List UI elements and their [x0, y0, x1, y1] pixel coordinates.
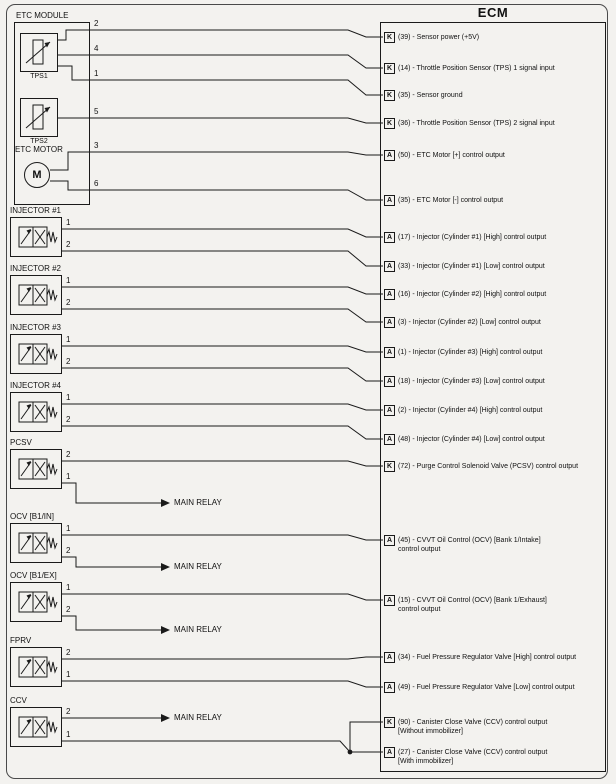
component-box [10, 523, 62, 563]
ecm-pin-row [384, 118, 603, 129]
pin-number-label: 2 [66, 546, 71, 555]
ecm-connector-box: A [384, 376, 395, 387]
ecm-pin-row [384, 32, 603, 43]
potentiometer-icon [21, 99, 57, 136]
pin-number-label: 1 [66, 393, 71, 402]
pin-number-label: 1 [66, 335, 71, 344]
ecm-connector-box: A [384, 261, 395, 272]
ecm-pin-label-line2: control output [398, 606, 441, 613]
arrow-right-icon [161, 563, 170, 571]
wire [62, 681, 383, 687]
component-box [10, 707, 62, 747]
wire [62, 657, 383, 659]
ecm-connector-box: A [384, 317, 395, 328]
pin-number-label: 1 [66, 472, 71, 481]
ecm-pin-label: (39) - Sensor power (+5V) [398, 34, 480, 41]
solenoid-valve-icon [11, 276, 61, 314]
main-relay-label: MAIN RELAY [174, 713, 222, 722]
component-label: INJECTOR #4 [10, 381, 61, 390]
pin-number-label: 2 [66, 415, 71, 424]
ecm-connector-box: A [384, 682, 395, 693]
ecm-pin-description [398, 652, 576, 662]
solenoid-valve-icon [11, 393, 61, 431]
ecm-pin-label: (14) - Throttle Position Sensor (TPS) 1 signal input [398, 65, 555, 72]
ecm-pin-label: (18) - Injector (Cylinder #3) [Low] control output [398, 378, 545, 385]
ecm-pin-label: (45) - CVVT Oil Control (OCV) [Bank 1/Intake] [398, 537, 541, 544]
wire [90, 55, 383, 68]
ecm-connector-box: A [384, 434, 395, 445]
component-label: PCSV [10, 438, 32, 447]
ecm-pin-label: (48) - Injector (Cylinder #4) [Low] control output [398, 436, 545, 443]
component-box [10, 647, 62, 687]
wire [62, 229, 383, 237]
ecm-pin-label-line2: [With immobilizer] [398, 758, 454, 765]
ecm-pin-description [398, 434, 545, 444]
etc-motor-symbol [24, 162, 50, 188]
ecm-pin-row [384, 595, 603, 614]
ecm-pin-row [384, 747, 603, 766]
ecm-pin-label: (1) - Injector (Cylinder #3) [High] control output [398, 349, 543, 356]
component-label: OCV [B1/EX] [10, 571, 57, 580]
ecm-pin-row [384, 261, 603, 272]
component-label: CCV [10, 696, 27, 705]
ecm-pin-description [398, 405, 542, 415]
ecm-connector-box: A [384, 232, 395, 243]
ecm-pin-label-line2: control output [398, 546, 441, 553]
solenoid-valve-icon [11, 335, 61, 373]
pin-number-label: 1 [66, 670, 71, 679]
wire [62, 616, 161, 630]
ecm-pin-label: (35) - ETC Motor [-] control output [398, 197, 504, 204]
ecm-pin-description [398, 32, 479, 42]
pin-number-label: 1 [66, 524, 71, 533]
ecm-box [380, 22, 606, 772]
ecm-pin-description [398, 63, 555, 73]
ecm-pin-description [398, 595, 547, 614]
wire [90, 190, 383, 200]
ecm-pin-label: (72) - Purge Control Solenoid Valve (PCSV) control output [398, 463, 579, 470]
pin-number-label: 1 [94, 69, 99, 78]
pin-number-label: 2 [66, 648, 71, 657]
pin-number-label: 2 [66, 357, 71, 366]
ecm-pin-description [398, 376, 545, 386]
ecm-pin-label: (33) - Injector (Cylinder #1) [Low] control output [398, 263, 545, 270]
ecm-pin-description [398, 232, 546, 242]
ecm-pin-row [384, 90, 603, 101]
tps1-label: TPS1 [30, 73, 48, 80]
wire [62, 404, 383, 410]
component-label: INJECTOR #1 [10, 206, 61, 215]
etc-module-label: ETC MODULE [16, 11, 69, 20]
ecm-pin-label: (27) - Canister Close Valve (CCV) control output [398, 749, 548, 756]
wire [62, 287, 383, 294]
pin-number-label: 1 [66, 276, 71, 285]
ecm-connector-box: K [384, 63, 395, 74]
ecm-pin-label: (50) - ETC Motor [+] control output [398, 152, 505, 159]
tps2-box [20, 98, 58, 137]
solenoid-valve-icon [11, 450, 61, 488]
wire [62, 594, 383, 600]
component-label: OCV [B1/IN] [10, 512, 55, 521]
solenoid-valve-icon [11, 524, 61, 562]
wire [62, 741, 383, 752]
component-label: INJECTOR #3 [10, 323, 61, 332]
main-relay-label: MAIN RELAY [174, 625, 222, 634]
wire [62, 535, 383, 540]
ecm-pin-row [384, 434, 603, 445]
ecm-pin-row [384, 376, 603, 387]
pin-number-label: 1 [66, 730, 71, 739]
ecm-pin-label: (15) - CVVT Oil Control (OCV) [Bank 1/Exhaust] [398, 597, 547, 604]
ecm-connector-box: K [384, 461, 395, 472]
pin-number-label: 2 [66, 450, 71, 459]
ecm-pin-row [384, 63, 603, 74]
wire [62, 346, 383, 352]
ecm-connector-box: K [384, 118, 395, 129]
ecm-pin-description [398, 461, 578, 471]
wire [350, 722, 383, 752]
ecm-pin-row [384, 405, 603, 416]
ecm-pin-description [398, 535, 541, 554]
main-relay-label: MAIN RELAY [174, 562, 222, 571]
wire [90, 80, 383, 95]
ecm-pin-label: (34) - Fuel Pressure Regulator Valve [High] control output [398, 654, 577, 661]
tps2-label: TPS2 [30, 138, 48, 145]
wire [62, 557, 161, 567]
ecm-title: ECM [477, 5, 509, 20]
ecm-connector-box: A [384, 150, 395, 161]
wire [62, 368, 383, 381]
solenoid-valve-icon [11, 708, 61, 746]
etc-motor-label: ETC MOTOR [15, 145, 63, 154]
ecm-pin-row [384, 232, 603, 243]
ecm-pin-description [398, 118, 555, 128]
ecm-connector-box: K [384, 32, 395, 43]
wire [90, 118, 383, 123]
ecm-pin-description [398, 150, 505, 160]
motor-letter: M [32, 169, 42, 181]
ecm-pin-row [384, 535, 603, 554]
ecm-connector-box: A [384, 652, 395, 663]
arrow-right-icon [161, 714, 170, 722]
pin-number-label: 5 [94, 107, 99, 116]
ecm-connector-box: A [384, 289, 395, 300]
solenoid-valve-icon [11, 583, 61, 621]
arrow-right-icon [161, 499, 170, 507]
ecm-pin-description [398, 90, 463, 100]
potentiometer-icon [21, 34, 57, 71]
component-box [10, 334, 62, 374]
ecm-pin-label: (49) - Fuel Pressure Regulator Valve [Low] control output [398, 684, 575, 691]
ecm-pin-description [398, 195, 503, 205]
ecm-pin-row [384, 195, 603, 206]
ecm-connector-box: K [384, 717, 395, 728]
pin-number-label: 2 [66, 707, 71, 716]
component-box [10, 449, 62, 489]
pin-number-label: 2 [66, 240, 71, 249]
ecm-pin-label: (90) - Canister Close Valve (CCV) control output [398, 719, 548, 726]
ecm-pin-description [398, 289, 546, 299]
ecm-pin-description [398, 717, 547, 736]
ecm-connector-box: A [384, 595, 395, 606]
ecm-pin-label-line2: [Without immobilizer] [398, 728, 463, 735]
arrow-right-icon [161, 626, 170, 634]
pin-number-label: 1 [66, 583, 71, 592]
ecm-pin-label: (3) - Injector (Cylinder #2) [Low] control output [398, 319, 541, 326]
ecm-pin-label: (36) - Throttle Position Sensor (TPS) 2 signal input [398, 120, 555, 127]
component-box [10, 275, 62, 315]
wire [62, 251, 383, 266]
wire [62, 426, 383, 439]
ecm-pin-row [384, 289, 603, 300]
pin-number-label: 2 [66, 605, 71, 614]
ecm-connector-box: A [384, 405, 395, 416]
component-label: FPRV [10, 636, 32, 645]
ecm-pin-row [384, 317, 603, 328]
solenoid-valve-icon [11, 648, 61, 686]
ecm-pin-row [384, 461, 603, 472]
pin-number-label: 6 [94, 179, 99, 188]
wire [62, 461, 383, 466]
ecm-pin-description [398, 261, 545, 271]
wire [90, 152, 383, 155]
pin-number-label: 3 [94, 141, 99, 150]
ecm-connector-box: A [384, 747, 395, 758]
wire [62, 483, 161, 503]
solenoid-valve-icon [11, 218, 61, 256]
pin-number-label: 2 [94, 19, 99, 28]
ecm-pin-label: (35) - Sensor ground [398, 92, 463, 99]
ecm-pin-label: (2) - Injector (Cylinder #4) [High] control output [398, 407, 543, 414]
component-box [10, 582, 62, 622]
ecm-connector-box: A [384, 195, 395, 206]
tps1-box [20, 33, 58, 72]
pin-number-label: 4 [94, 44, 99, 53]
ecm-connector-box: K [384, 90, 395, 101]
ecm-pin-row [384, 652, 603, 663]
ecm-pin-description [398, 317, 541, 327]
ecm-pin-row [384, 717, 603, 736]
ecm-pin-row [384, 150, 603, 161]
wire [62, 309, 383, 322]
ecm-pin-description [398, 747, 547, 766]
component-box [10, 217, 62, 257]
component-box [10, 392, 62, 432]
wire [90, 30, 383, 37]
ecm-pin-label: (16) - Injector (Cylinder #2) [High] control output [398, 291, 547, 298]
ecm-pin-row [384, 682, 603, 693]
wire-junction-dot [348, 750, 353, 755]
ecm-pin-row [384, 347, 603, 358]
pin-number-label: 1 [66, 218, 71, 227]
ecm-pin-label: (17) - Injector (Cylinder #1) [High] control output [398, 234, 547, 241]
main-relay-label: MAIN RELAY [174, 498, 222, 507]
ecm-pin-description [398, 682, 575, 692]
ecm-pin-description [398, 347, 542, 357]
ecm-connector-box: A [384, 347, 395, 358]
component-label: INJECTOR #2 [10, 264, 61, 273]
ecm-connector-box: A [384, 535, 395, 546]
pin-number-label: 2 [66, 298, 71, 307]
